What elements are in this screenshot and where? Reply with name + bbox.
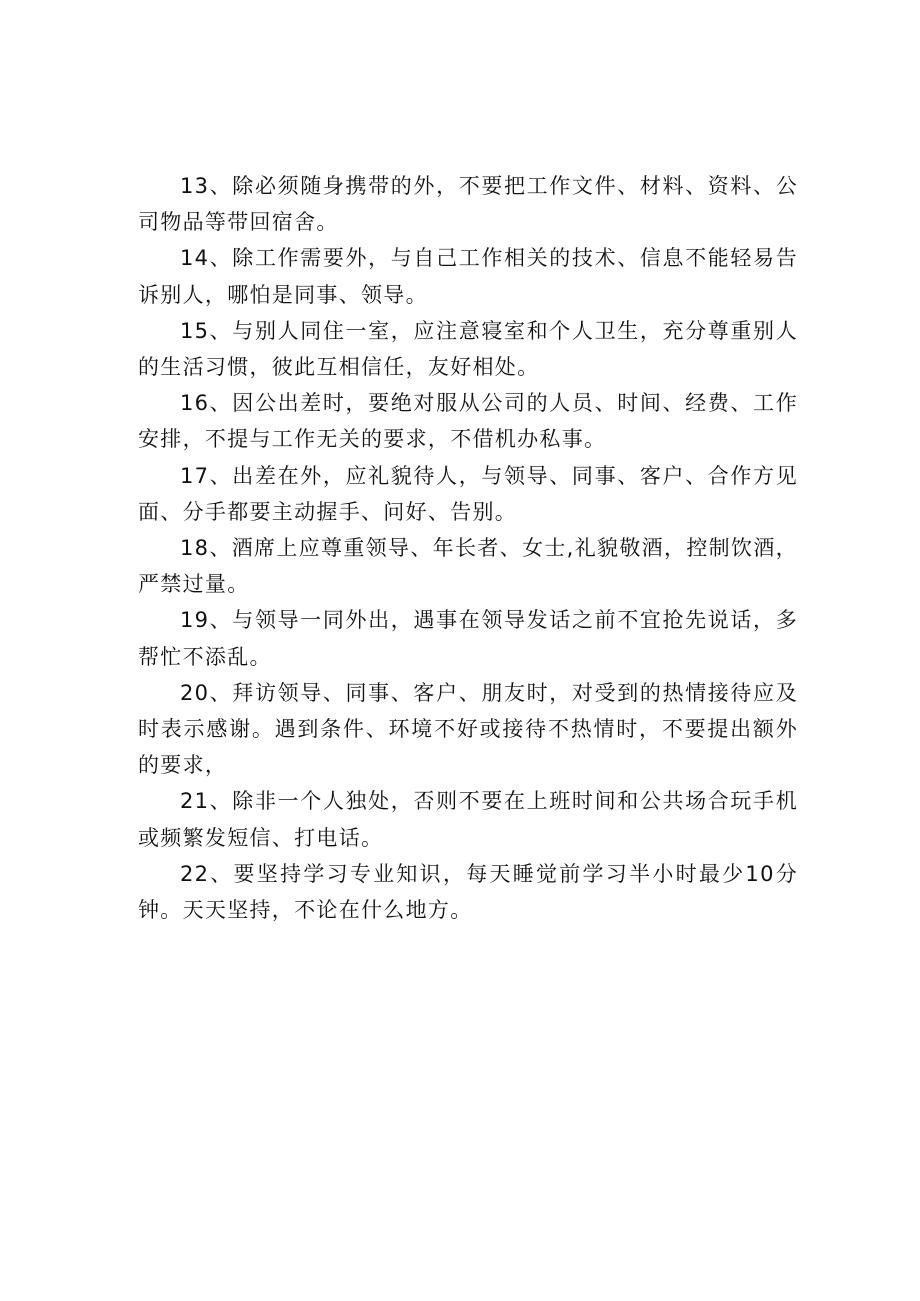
rule-paragraph-22: 22、要坚持学习专业知识，每天睡觉前学习半小时最少10分钟。天天坚持，不论在什么地方。: [138, 861, 798, 923]
rule-paragraph-17: 17、出差在外，应礼貌待人，与领导、同事、客户、合作方见面、分手都要主动握手、问好、告别。: [138, 463, 798, 524]
rule-paragraph-13: 13、除必须随身携带的外，不要把工作文件、材料、资料、公司物品等带回宿舍。: [138, 174, 798, 235]
rule-paragraph-19: 19、与领导一同外出，遇事在领导发话之前不宜抢先说话，多帮忙不添乱。: [138, 608, 798, 669]
document-body: [138, 168, 798, 928]
rule-paragraph-14: 14、除工作需要外，与自己工作相关的技术、信息不能轻易告诉别人，哪怕是同事、领导。: [138, 246, 798, 307]
rule-paragraph-20: 20、拜访领导、同事、客户、朋友时，对受到的热情接待应及时表示感谢。遇到条件、环境不好或接待不热情时，不要提出额外的要求，: [138, 680, 798, 778]
rule-paragraph-18: 18、酒席上应尊重领导、年长者、女士,礼貌敬酒，控制饮酒，严禁过量。: [138, 536, 798, 597]
rule-paragraph-15: 15、与别人同住一室，应注意寝室和个人卫生，充分尊重别人的生活习惯，彼此互相信任，友好相处。: [138, 318, 798, 380]
rule-paragraph-16: 16、因公出差时，要绝对服从公司的人员、时间、经费、工作安排，不提与工作无关的要求，不借机办私事。: [138, 391, 798, 452]
rule-paragraph-21: 21、除非一个人独处，否则不要在上班时间和公共场合玩手机或频繁发短信、打电话。: [138, 789, 798, 850]
